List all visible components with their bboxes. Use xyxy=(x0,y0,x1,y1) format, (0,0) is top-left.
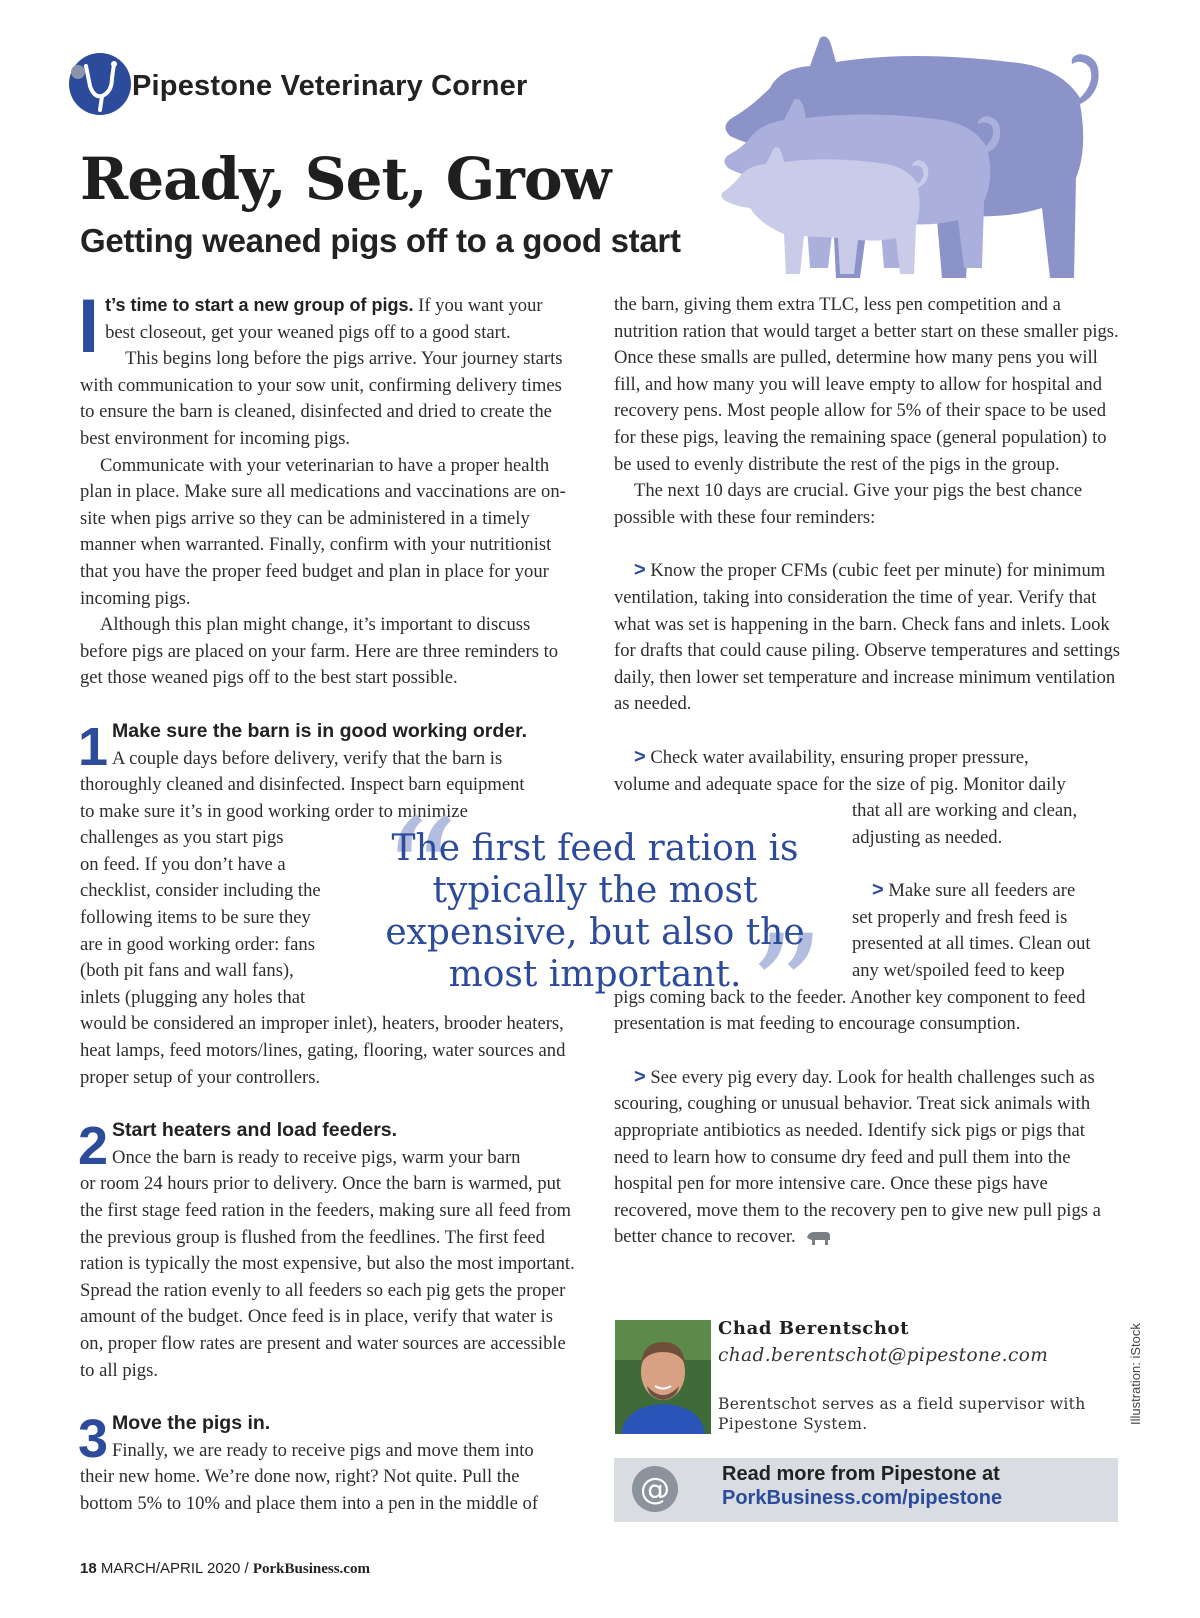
text-line: to make sure it’s in good working order to minimize xyxy=(80,800,468,822)
section-heading: Start heaters and load feeders. xyxy=(112,1119,398,1142)
paragraph: the barn, giving them extra TLC, less pen competition and a nutrition ration that would target a better start on these smaller pigs. Once these smalls are pulled, determine how many pens you will fill, and how many you will leave empty to allow for hospital and recovery pens. Most people allow for 5% of their space to be used for these pigs, leaving the remaining space (general population) to be used to evenly distribute the rest of the pigs in the group. xyxy=(614,294,1119,475)
paragraph: would be considered an improper inlet), heaters, brooder heaters, heat lamps, feed motors/lines, gating, flooring, water sources and proper setup of your controllers. xyxy=(80,1013,566,1088)
text-line: following items to be sure they xyxy=(80,907,311,929)
paragraph: This begins long before the pigs arrive. Your journey starts with communication to your sow unit, confirming delivery times to ensure the barn is cleaned, disinfected and dried to create the best environment for incoming pigs. xyxy=(80,348,563,449)
text-line: thoroughly cleaned and disinfected. Inspect barn equipment xyxy=(80,774,525,796)
bullet-item xyxy=(614,557,1124,718)
quote-open-mark: “ xyxy=(382,788,459,962)
text-line: challenges as you start pigs xyxy=(80,827,284,849)
page-footer xyxy=(80,1560,370,1578)
text-line: checklist, consider including the xyxy=(80,880,321,902)
text-line: (both pit fans and wall fans), xyxy=(80,960,294,982)
bullet-marker: > xyxy=(634,745,646,768)
issue-date: MARCH/APRIL 2020 / xyxy=(100,1560,253,1577)
bullet-text: See every pig every day. Look for health challenges such as scouring, coughing or unusual behavior. Treat sick animals with appropriate antibiotics as needed. Identify sick pigs or pigs that need to learn how to consume dry feed and pull them into the hospital pen for more intensive care. Once these pigs have recovered, move them to the recovery pen to give new pull pigs a better chance to recover. xyxy=(614,1066,1101,1248)
section-2 xyxy=(78,1116,576,1177)
section-number: 2 xyxy=(78,1116,109,1177)
svg-text:@: @ xyxy=(640,1472,670,1507)
pig-end-icon xyxy=(806,1230,832,1246)
pull-quote: The first feed ration is typically the most expensive, but also the most important. xyxy=(385,828,805,995)
paragraph: their new home. We’re done now, right? Not quite. Pull the bottom 5% to 10% and place them into a pen in the middle of xyxy=(80,1466,539,1514)
bullet-item xyxy=(614,744,1124,772)
text-line: on feed. If you don’t have a xyxy=(80,853,286,875)
text-line: Finally, we are ready to receive pigs and move them into xyxy=(112,1439,534,1461)
text-line: volume and adequate space for the size of pig. Monitor daily xyxy=(614,773,1066,795)
paragraph: The next 10 days are crucial. Give your pigs the best chance possible with these four reminders: xyxy=(614,480,1083,528)
author-email[interactable]: chad.berentschot@pipestone.com xyxy=(718,1345,1049,1366)
section-heading: Move the pigs in. xyxy=(112,1412,271,1435)
paragraph: Communicate with your veterinarian to have a proper health plan in place. Make sure all medications and vaccinations are on-site when pigs arrive so they can be administered in a timely manner when warranted. Finally, confirm with your nutritionist that you have the proper feed budget and plan in place for your incoming pigs. xyxy=(80,454,566,609)
intro-paragraph xyxy=(78,284,576,369)
section-number: 1 xyxy=(78,716,109,777)
drop-cap: I xyxy=(78,284,100,369)
bullet-marker: > xyxy=(634,559,646,582)
text-line: Once the barn is ready to receive pigs, warm your barn xyxy=(112,1146,521,1168)
headline: Ready, Set, Grow xyxy=(80,145,611,213)
section-heading: Make sure the barn is in good working order. xyxy=(112,719,528,742)
bullet-text: Make sure all feeders are xyxy=(883,880,1076,902)
text-line: any wet/spoiled feed to keep xyxy=(852,960,1065,982)
read-more-link[interactable]: PorkBusiness.com/pipestone xyxy=(722,1487,1003,1509)
quote-close-mark: ” xyxy=(748,904,825,1078)
section-number: 3 xyxy=(78,1409,109,1470)
paragraph: Although this plan might change, it’s important to discuss before pigs are placed on your farm. Here are three reminders to get those weaned pigs off to the best start possible. xyxy=(80,614,559,689)
author-photo xyxy=(615,1320,711,1434)
section-1 xyxy=(78,716,576,777)
paragraph: or room 24 hours prior to delivery. Once the barn is warmed, put the first stage feed ration in the feeders, making sure all feed from the previous group is flushed from the feedlines. The first feed ration is typically the most expensive, but also the most important. Spread the ration evenly to all feeders so each pig gets the proper amount of the budget. Once feed is in place, verify that water is on, proper flow rates are present and water sources are accessible to all pigs. xyxy=(80,1173,575,1381)
author-bio: Berentschot serves as a field supervisor with Pipestone System. xyxy=(718,1395,1086,1433)
text-line: that all are working and clean, xyxy=(852,800,1078,822)
author-name: Chad Berentschot xyxy=(718,1318,910,1339)
paragraph: pigs coming back to the feeder. Another key component to feed presentation is mat feeding to encourage consumption. xyxy=(614,986,1086,1035)
intro-lead: t’s time to start a new group of pigs. xyxy=(105,295,414,315)
bullet-text: Check water availability, ensuring proper pressure, xyxy=(645,746,1029,768)
text-line: set properly and fresh feed is xyxy=(852,906,1068,928)
pigs-illustration-icon xyxy=(710,28,1130,288)
section-3 xyxy=(78,1409,576,1470)
text-line: are in good working order: fans xyxy=(80,933,315,955)
illustration-credit: Illustration: iStock xyxy=(1128,1323,1143,1425)
text-line: adjusting as needed. xyxy=(852,826,1003,848)
read-more-text: Read more from Pipestone at xyxy=(722,1463,1000,1485)
bullet-text: Know the proper CFMs (cubic feet per minute) for minimum ventilation, taking into consideration the time of year. Verify that what was set is happening in the barn. Check fans and inlets. Look for drafts that could cause piling. Observe temperatures and settings daily, then lower set temperature and increase minimum ventilation as needed. xyxy=(614,560,1121,715)
subheadline: Getting weaned pigs off to a good start xyxy=(80,222,681,259)
right-column xyxy=(614,292,1124,1251)
bullet-marker: > xyxy=(872,879,884,902)
footer-site: PorkBusiness.com xyxy=(252,1561,370,1577)
section-title: Pipestone Veterinary Corner xyxy=(132,70,528,102)
intro-text: If you want your best closeout, get your weaned pigs off to a good start. xyxy=(105,295,543,343)
bullet-marker: > xyxy=(634,1065,646,1088)
text-line: A couple days before delivery, verify that the barn is xyxy=(112,747,503,769)
text-line: presented at all times. Clean out xyxy=(852,933,1091,955)
at-sign-icon xyxy=(630,1464,680,1514)
pipestone-logo-icon xyxy=(68,52,132,116)
text-line: inlets (plugging any holes that xyxy=(80,986,306,1008)
page-number: 18 xyxy=(80,1560,97,1577)
bullet-item xyxy=(614,1064,1124,1251)
